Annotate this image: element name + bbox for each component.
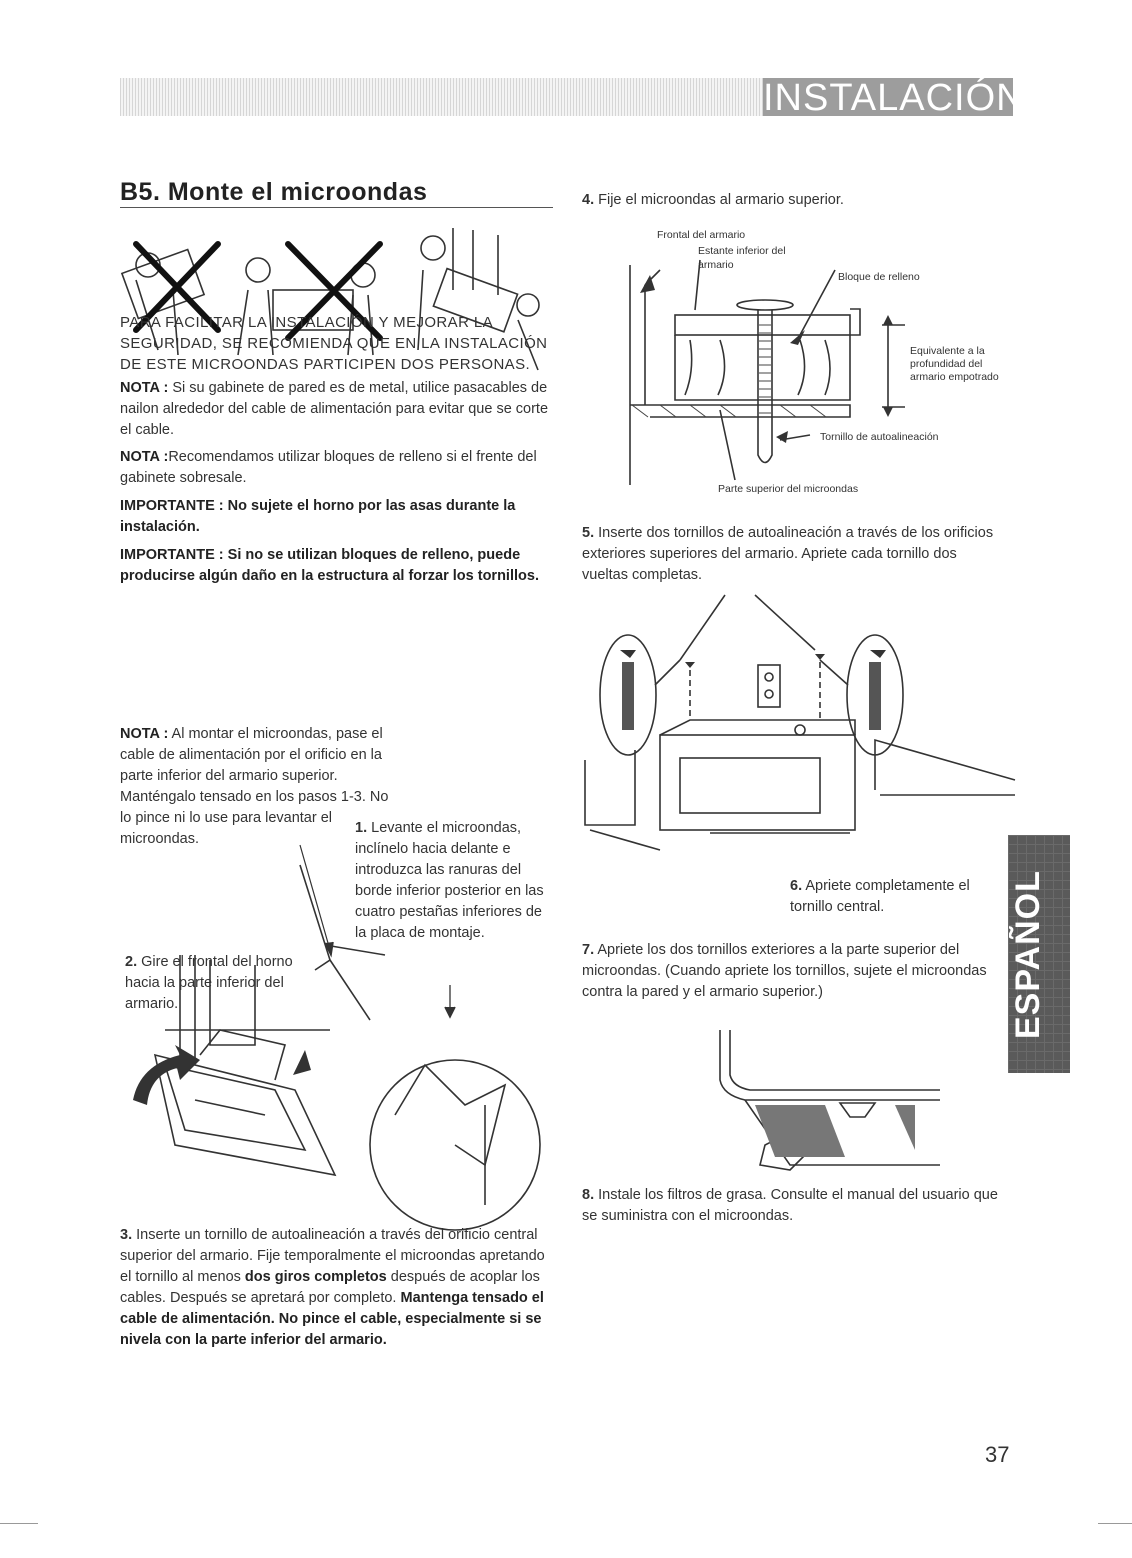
note-label: NOTA : [120, 449, 169, 465]
important-handles: IMPORTANTE : No sujete el horno por las asas durante la instalación. [120, 498, 516, 535]
step-number: 7. [582, 942, 595, 958]
step-7 [582, 940, 1012, 1003]
step-4 [582, 190, 1002, 211]
two-person-notice: PARA FACILITAR LA INSTALACIÓN Y MEJORAR LA SEGURIDAD, SE RECOMIENDA QUE EN LA INSTALACIÓN DE ESTE MICROONDAS PARTICIPEN DOS PERSONAS. [120, 314, 548, 373]
step-3 [120, 1225, 550, 1351]
section-title: B5. Monte el microondas [120, 178, 428, 206]
language-tab-label: ESPAÑOL [1009, 870, 1047, 1040]
note-metal-cabinet [120, 378, 550, 441]
note-text: Al montar el microondas, pase el cable de alimentación por el orificio en la parte inferior del armario superior. Manténgalo tensado en los pasos 1-3. No lo pince ni lo use para levantar el microondas. [120, 726, 389, 847]
filter-diagram [715, 1025, 945, 1175]
important-filler-damage: IMPORTANTE : Si no se utilizan bloques de relleno, puede producirse algún daño en la estructura al forzar los tornillos. [120, 547, 539, 584]
step-number: 1. [355, 820, 368, 836]
step-text: Instale los filtros de grasa. Consulte el manual del usuario que se suministra con el microondas. [582, 1187, 998, 1224]
step-text: Inserte dos tornillos de autoalineación a través de los orificios exteriores superiores del armario. Apriete cada tornillo dos vueltas completas. [582, 525, 994, 583]
note-power-cord [120, 724, 390, 850]
step-text-bold: dos giros completos [244, 1269, 387, 1285]
note-filler-blocks [120, 447, 550, 489]
label-microwave-top: Parte superior del microondas [718, 483, 859, 495]
label-filler-block: Bloque de relleno [838, 271, 920, 283]
label-equivalent-3: armario empotrado [910, 371, 999, 383]
note-text: Si su gabinete de pared es de metal, utilice pasacables de nailon alrededor del cable de alimentación para evitar que se corte el cable. [120, 380, 549, 438]
note-label: NOTA : [120, 380, 169, 396]
step-text: Inserte un tornillo de autoalineación a través del orificio central superior del armario. Fije temporalmente el microondas apretando el tornillo al menos [120, 1227, 545, 1285]
note-label: NOTA : [120, 726, 169, 742]
label-equivalent-1: Equivalente a la [910, 345, 985, 357]
crop-mark-left [0, 1523, 38, 1524]
label-lower-shelf-2: armario [698, 259, 734, 271]
page-number: 37 [985, 1442, 1010, 1467]
step-8 [582, 1185, 1012, 1227]
screws-diagram [580, 590, 1015, 865]
step-2 [125, 952, 295, 1015]
step-text: Fije el microondas al armario superior. [598, 192, 844, 208]
step-text: Gire el frontal del horno hacia la parte inferior del armario. [125, 954, 293, 1012]
step-number: 8. [582, 1187, 595, 1203]
label-equivalent-2: profundidad del [910, 358, 983, 370]
label-self-align-screw: Tornillo de autoalineación [820, 431, 939, 443]
step-text-bold: Mantenga tensado el cable de alimentación. No pince el cable, especialmente si se nivela con la parte inferior del armario. [120, 1290, 544, 1348]
crop-mark-right [1098, 1523, 1132, 1524]
note-text: Recomendamos utilizar bloques de relleno si el frente del gabinete sobresale. [120, 449, 537, 486]
step-text: Levante el microondas, inclínelo hacia delante e introduzca las ranuras del borde inferior posterior en las cuatro pestañas inferiores de la placa de montaje. [355, 820, 544, 941]
section-title-rule [120, 207, 553, 208]
step-number: 2. [125, 954, 138, 970]
label-cabinet-front: Frontal del armario [657, 229, 746, 241]
step-number: 5. [582, 525, 595, 541]
step-text: Apriete completamente el tornillo central. [790, 878, 970, 915]
header-banner [120, 77, 1025, 119]
step-number: 6. [790, 878, 803, 894]
step-5 [582, 523, 1002, 586]
step-text: Apriete los dos tornillos exteriores a la parte superior del microondas. (Cuando apriete los tornillos, sujete el microondas contra la pared y el armario superior.) [582, 942, 987, 1000]
label-lower-shelf-1: Estante inferior del [698, 245, 786, 257]
banner-title: INSTALACIÓN [763, 77, 1025, 119]
mounting-illustration [125, 845, 545, 1225]
step-text: después de acoplar los cables. Después se apretará por completo. [120, 1269, 540, 1306]
step-6 [790, 876, 990, 918]
step-number: 3. [120, 1227, 133, 1243]
step-number: 4. [582, 192, 595, 208]
